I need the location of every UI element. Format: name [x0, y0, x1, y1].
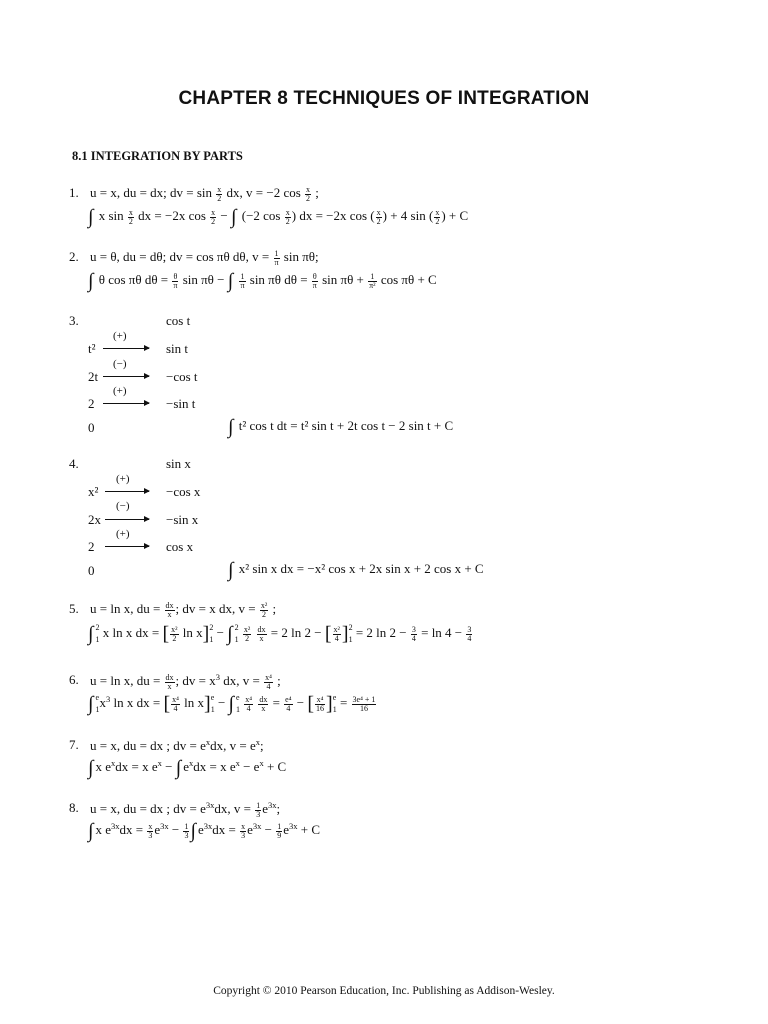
problem-7-setup: u = x, du = dx ; dv = $e^xdx$, $v = e^x$;: [90, 737, 264, 753]
tabular-result: ∫ t² cos t dt = t² sin t + 2t cos t − 2 sin t + C: [228, 416, 454, 438]
problem-number: 1.: [69, 185, 79, 200]
arrow-icon: [103, 376, 149, 377]
problem-7-result: ∫ x $e^xdx = x$ $e^x$ − ∫ $e^xdx = x$ $e^x - e^x + C$: [88, 757, 287, 779]
problem-2-setup: u = θ, du = dθ; dv = cos πθ dθ, v = $\frac{1}{\pi}$ sin πθ;: [90, 248, 319, 267]
tabular-right: cos t: [166, 313, 191, 328]
tabular-left: x²: [88, 484, 99, 499]
arrow-icon: [103, 403, 149, 404]
tabular-sign: (+): [116, 528, 130, 540]
section-heading: 8.1 INTEGRATION BY PARTS: [72, 149, 243, 163]
problem-8-setup: u = x, du = dx ; dv = $e^{3x}dx$, v = $\frac{1}{3}$ $e^{3x}$;: [90, 800, 281, 819]
tabular-right: −sin x: [166, 512, 199, 527]
problem-8-result: ∫ x $e^{3x}dx$ = $\frac{x}{3}$ $e^{3x}$ − $\frac{1}{3}$ ∫ $e^{3x}dx$ = $\frac{x}{3}$ $e^{3x}$ − $\frac{1}{9}$ $e^{3x} + C$: [88, 820, 321, 842]
tabular-right: sin t: [166, 341, 189, 356]
arrow-icon: [105, 546, 149, 547]
tabular-left: 2x: [88, 512, 101, 527]
problem-number: 6.: [69, 672, 79, 687]
tabular-left: 2: [88, 539, 95, 554]
tabular-result-text: x² sin x dx = −x² cos x + 2x sin x + 2 cos x + C: [238, 561, 484, 576]
problem-number: 8.: [69, 800, 79, 815]
problem-6-setup: u = ln x, du = $\frac{dx}{x}$ ; dv = $x^3$ dx, v = $\frac{\text{x⁴}}{4}$ ;: [90, 672, 281, 691]
tabular-left: 2t: [88, 369, 99, 384]
problem-2-result: ∫ θ cos πθ dθ = $\frac{\theta}{\pi}$ sin πθ − ∫ $\frac{1}{\pi}$ sin πθ dθ = $\frac{\theta}{\pi}$ sin πθ + $\frac{1}{\text{π²}}$ cos πθ + C: [88, 270, 437, 292]
problem-5-setup: u = ln x, du = $\frac{dx}{x}$ ; dv = x dx, v = $\frac{\text{x²}}{2}$ ;: [90, 600, 277, 619]
tabular-right: −cos x: [166, 484, 201, 499]
tabular-sign: (−): [113, 358, 127, 370]
tabular-left: 2: [88, 396, 95, 411]
tabular-sign: (+): [116, 473, 130, 485]
problem-number: 5.: [69, 601, 79, 616]
tabular-right: −sin t: [166, 396, 196, 411]
arrow-icon: [103, 348, 149, 349]
problem-5-result: ∫ 2 1 x ln x dx = [ $\frac{\text{x²}}{2}$ ln x] 2 1 − ∫ 2 1 $\frac{\text{x²}}{2}$ $\frac{dx}{x}$ = 2 ln 2 − [ $\frac{\text{x²}}{4}$ ] 2 1 = 2 ln 2 − $\frac{3}{4}$ = ln 4 − $\frac{3}{4}$: [88, 622, 472, 645]
arrow-icon: [105, 519, 149, 520]
problem-number: 4.: [69, 456, 79, 471]
tabular-right: cos x: [166, 539, 194, 554]
tabular-right: sin x: [166, 456, 191, 471]
problem-number: 7.: [69, 737, 79, 752]
problem-6-result: ∫ e 1 $x^3$ ln x dx = [ $\frac{\text{x⁴}}{4}$ ln x] e 1 − ∫ e 1 $\frac{\text{x⁴}}{4}$ $\frac{dx}{x}$ = $\frac{\text{e⁴}}{4}$ − [ $\frac{\text{x⁴}}{16}$ ] e 1 = $\frac{\text{3e⁴ + 1}}{16}$: [88, 692, 376, 715]
copyright-footer: Copyright © 2010 Pearson Education, Inc. Publishing as Addison-Wesley.: [213, 985, 555, 997]
problem-number: 2.: [69, 249, 79, 264]
page-title: CHAPTER 8 TECHNIQUES OF INTEGRATION: [178, 88, 590, 109]
tabular-sign: (−): [116, 500, 130, 512]
tabular-left: 0: [88, 420, 95, 435]
problem-number: 3.: [69, 313, 79, 328]
tabular-left: t²: [88, 341, 96, 356]
arrow-icon: [105, 491, 149, 492]
problem-1-result: ∫ x sin $\frac{x}{2}$ dx = −2x cos $\frac{x}{2}$ − ∫ (−2 cos $\frac{x}{2}$ ) dx = −2x cos ( $\frac{x}{2}$ ) + 4 sin ( $\frac{x}{2}$ ) + C: [88, 206, 469, 228]
tabular-right: −cos t: [166, 369, 198, 384]
problem-1-setup: u = x, du = dx; dv = sin $\frac{x}{2}$ dx, v = −2 cos $\frac{x}{2}$ ;: [90, 184, 319, 203]
tabular-left: 0: [88, 563, 95, 578]
tabular-sign: (+): [113, 385, 127, 397]
tabular-sign: (+): [113, 330, 127, 342]
tabular-result-text: t² cos t dt = t² sin t + 2t cos t − 2 sin t + C: [238, 418, 454, 433]
tabular-result: ∫ x² sin x dx = −x² cos x + 2x sin x + 2 cos x + C: [228, 559, 484, 581]
